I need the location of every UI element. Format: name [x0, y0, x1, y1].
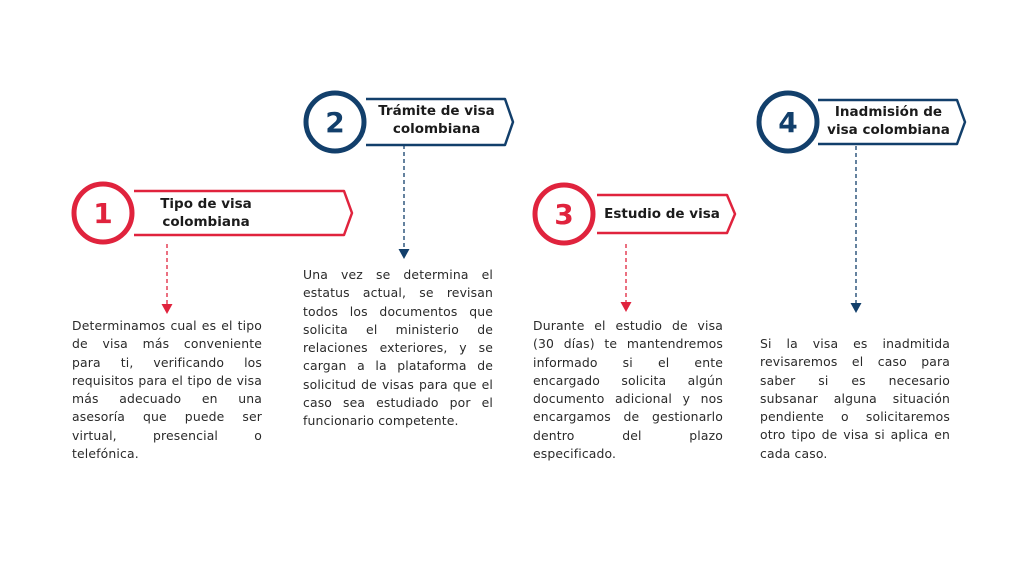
step-2-number: 2	[325, 105, 345, 139]
step-1-description: Determinamos cual es el tipo de visa más conveniente para ti, verificando los requisitos para el tipo de visa más adecuado en una asesoría que puede ser virtual, presencial o telefónica.	[72, 318, 262, 462]
step-4-description: Si la visa es inadmitida revisaremos el caso para saber si es necesario subsanar alguna situación pendiente o solicitaremos otro tipo de visa si aplica en cada caso.	[760, 336, 950, 461]
step-1-connector-arrow	[160, 244, 174, 316]
step-4-connector-arrow	[849, 146, 863, 318]
step-1	[70, 180, 285, 246]
step-3-number: 3	[554, 197, 574, 231]
step-1-number: 1	[93, 196, 113, 230]
step-3-connector-arrow	[619, 244, 633, 316]
step-3-description: Durante el estudio de visa (30 días) te mantendremos informado si el ente encargado solicita algún documento adicional y nos encargamos de gestionarlo dentro del plazo especificado.	[533, 318, 723, 462]
step-3-title: Estudio de visa	[604, 206, 720, 222]
step-3	[533, 182, 748, 248]
step-2-description: Una vez se determina el estatus actual, se revisan todos los documentos que solicita el ministerio de relaciones exteriores, y se cargan a la plataforma de solicitud de visas para que el caso sea estudiado por el funcionario competente.	[303, 267, 493, 429]
step-4-number: 4	[778, 105, 798, 139]
step-2-title: Trámite de visa colombiana	[378, 103, 495, 138]
step-2-connector-arrow	[397, 145, 411, 265]
step-1-title: Tipo de visa colombiana	[160, 196, 252, 231]
step-4-title: Inadmisión de visa colombiana	[827, 104, 950, 139]
